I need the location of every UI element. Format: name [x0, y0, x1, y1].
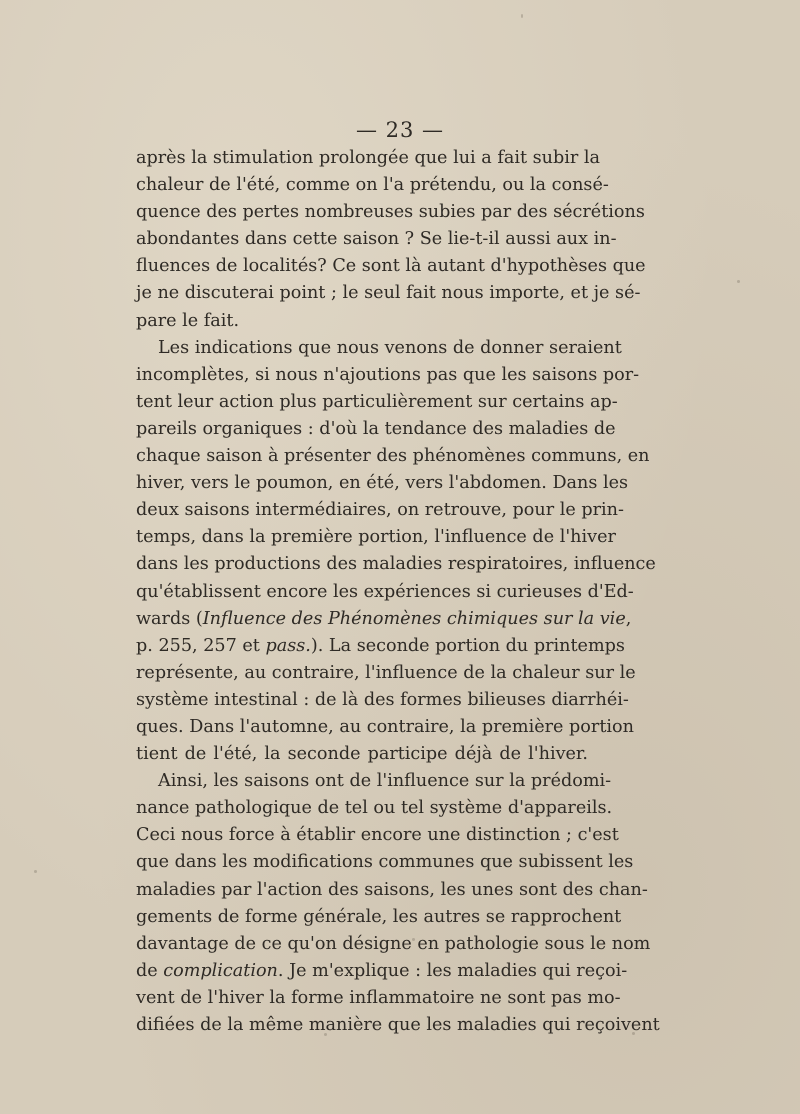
text-line [136, 199, 645, 226]
text-segment: de [136, 960, 164, 981]
text-line [136, 687, 629, 714]
text-line [136, 931, 651, 958]
text-segment: chaleur de l'été, comme on l'a prétendu, ou la consé- [136, 175, 609, 196]
text-line [136, 633, 625, 660]
paper-speck [34, 870, 37, 873]
text-segment: Ceci nous force à établir encore une distinction ; c'est [136, 825, 619, 846]
text-segment: . Je m'explique : les maladies qui reçoi- [277, 960, 628, 981]
text-segment: vent de l'hiver la forme inflammatoire ne sont pas mo- [136, 987, 621, 1008]
text-line [136, 253, 646, 280]
text-segment: représente, au contraire, l'influence de la chaleur sur le [136, 662, 636, 683]
text-line [136, 308, 588, 335]
text-line [136, 579, 634, 606]
text-segment: wards ( [136, 608, 203, 629]
text-line [136, 226, 617, 253]
text-line [136, 768, 612, 795]
text-segment: Ainsi, les saisons ont de l'influence sur la prédomi- [158, 771, 612, 792]
text-segment: que dans les modifications communes que subissent les [136, 852, 634, 873]
paper-speck [632, 1032, 635, 1035]
text-segment: gements de forme générale, les autres se rapprochent [136, 906, 622, 927]
text-segment: ques. Dans l'automne, au contraire, la première portion [136, 716, 634, 737]
text-segment: fluences de localités? Ce sont là autant d'hypothèses que [136, 256, 646, 277]
text-line [136, 497, 624, 524]
text-segment: p. 255, 257 et [136, 635, 266, 656]
text-line [136, 470, 629, 497]
text-segment: pare le fait. [136, 310, 240, 331]
text-line [136, 524, 616, 551]
italic-text: Influence des Phénomènes chimiques sur la vie [202, 608, 626, 629]
text-line [136, 904, 622, 931]
text-line [136, 958, 628, 985]
text-line [136, 145, 600, 172]
text-line [136, 660, 636, 687]
text-line [136, 551, 656, 578]
text-segment: difiées de la même manière que les maladies qui reçoivent [136, 1015, 660, 1035]
text-segment: davantage de ce qu'on désigne en pathologie sous le nom [136, 933, 651, 954]
text-segment: ). La seconde portion du printemps [310, 635, 625, 656]
text-segment: abondantes dans cette saison ? Se lie-t-il aussi aux in- [136, 229, 617, 250]
body-text [136, 145, 660, 1039]
paper-speck [324, 1033, 327, 1036]
text-line [136, 280, 641, 307]
text-segment: qu'établissent encore les expériences si curieuses d'Ed- [136, 581, 634, 602]
text-line [136, 362, 640, 389]
text-segment: dans les productions des maladies respiratoires, influence [136, 554, 656, 575]
text-segment: quence des pertes nombreuses subies par des sécrétions [136, 202, 645, 223]
text-line [136, 714, 634, 741]
text-segment: pareils organiques : d'où la tendance des maladies de [136, 418, 616, 439]
italic-text: complication [163, 960, 278, 981]
text-segment: maladies par l'action des saisons, les unes sont des chan- [136, 879, 648, 900]
text-segment: , [625, 608, 632, 629]
text-segment: chaque saison à présenter des phénomènes communs, en [136, 446, 650, 467]
text-line [136, 877, 648, 904]
text-segment: Les indications que nous venons de donner seraient [158, 337, 622, 358]
text-line [136, 443, 650, 470]
text-segment: hiver, vers le poumon, en été, vers l'abdomen. Dans les [136, 473, 629, 494]
text-line [136, 795, 613, 822]
text-line [136, 172, 609, 199]
text-line [136, 741, 588, 768]
text-line [136, 822, 619, 849]
page-number: — 23 — [355, 118, 445, 142]
text-line [136, 985, 621, 1012]
text-segment: deux saisons intermédiaires, on retrouve, pour le prin- [136, 500, 624, 521]
text-segment: après la stimulation prolongée que lui a fait subir la [136, 148, 600, 168]
text-segment: incomplètes, si nous n'ajoutions pas que les saisons por- [136, 364, 640, 385]
text-line [136, 389, 618, 416]
paper-speck [737, 280, 740, 283]
text-line [136, 606, 632, 633]
text-segment: tent leur action plus particulièrement sur certains ap- [136, 391, 618, 412]
text-line [136, 1012, 660, 1039]
paper-speck [521, 14, 523, 18]
text-segment: système intestinal : de là des formes bilieuses diarrhéi- [136, 689, 629, 710]
italic-text: pass. [265, 635, 311, 656]
text-line [136, 335, 622, 362]
text-line [136, 416, 616, 443]
text-segment: je ne discuterai point ; le seul fait nous importe, et je sé- [136, 283, 641, 304]
text-line [136, 849, 634, 876]
paper-speck [412, 938, 415, 941]
text-segment: tient de l'été, la seconde participe déjà de l'hiver. [136, 744, 588, 765]
text-segment: nance pathologique de tel ou tel système d'appareils. [136, 798, 613, 819]
text-segment: temps, dans la première portion, l'influence de l'hiver [136, 527, 616, 548]
